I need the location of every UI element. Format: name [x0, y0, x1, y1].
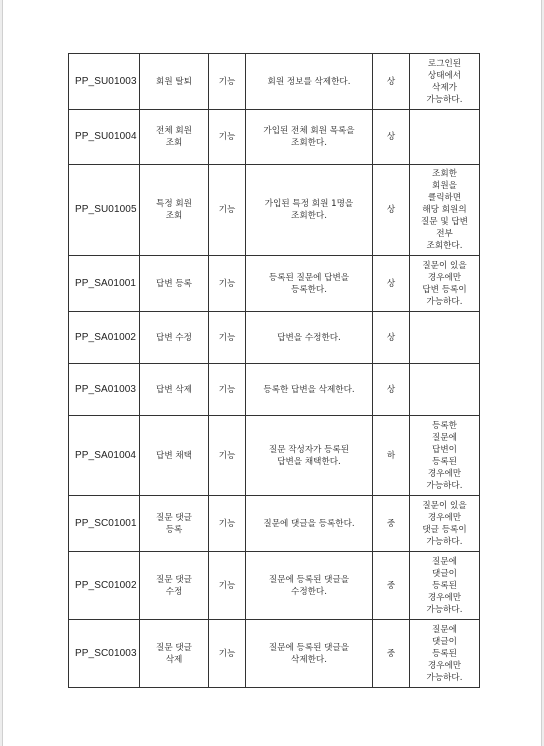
requirement-description: 질문에 등록된 댓글을 수정한다. — [246, 552, 373, 620]
requirement-description: 등록한 답변을 삭제한다. — [246, 364, 373, 416]
requirement-priority: 중 — [373, 496, 410, 552]
requirement-name: 회원 탈퇴 — [140, 54, 209, 110]
requirement-name: 질문 댓글 삭제 — [140, 620, 209, 688]
requirement-name: 답변 채택 — [140, 416, 209, 496]
table-row — [69, 256, 480, 312]
table-row — [69, 496, 480, 552]
requirement-id: PP_SC01002 — [69, 552, 140, 620]
requirement-id: PP_SC01003 — [69, 620, 140, 688]
requirement-id: PP_SA01003 — [69, 364, 140, 416]
requirement-description: 질문에 등록된 댓글을 삭제한다. — [246, 620, 373, 688]
table-row — [69, 312, 480, 364]
requirement-description: 답변을 수정한다. — [246, 312, 373, 364]
requirement-type: 기능 — [209, 256, 246, 312]
requirement-note: 질문이 있을 경우에만 댓글 등록이 가능하다. — [410, 496, 480, 552]
requirement-description: 질문에 댓글을 등록한다. — [246, 496, 373, 552]
requirement-name: 질문 댓글 등록 — [140, 496, 209, 552]
requirement-name: 답변 등록 — [140, 256, 209, 312]
requirement-note: 질문이 있을 경우에만 답변 등록이 가능하다. — [410, 256, 480, 312]
requirement-id: PP_SU01005 — [69, 165, 140, 256]
requirement-id: PP_SU01003 — [69, 54, 140, 110]
table-row — [69, 165, 480, 256]
requirement-type: 기능 — [209, 312, 246, 364]
requirement-note: 등록한 질문에 답변이 등록된 경우에만 가능하다. — [410, 416, 480, 496]
requirement-description: 질문 작성자가 등록된 답변을 채택한다. — [246, 416, 373, 496]
requirement-name: 특정 회원 조회 — [140, 165, 209, 256]
requirement-description: 가입된 전체 회원 목록을 조회한다. — [246, 110, 373, 165]
requirement-priority: 상 — [373, 110, 410, 165]
requirement-name: 답변 삭제 — [140, 364, 209, 416]
requirement-description: 등록된 질문에 답변을 등록한다. — [246, 256, 373, 312]
table-row — [69, 416, 480, 496]
requirement-priority: 상 — [373, 54, 410, 110]
table-row — [69, 54, 480, 110]
requirement-type: 기능 — [209, 552, 246, 620]
requirement-note — [410, 110, 480, 165]
requirement-note — [410, 312, 480, 364]
requirement-priority: 상 — [373, 256, 410, 312]
table-row — [69, 552, 480, 620]
requirement-id: PP_SA01004 — [69, 416, 140, 496]
requirement-description: 가입된 특정 회원 1명을 조회한다. — [246, 165, 373, 256]
requirement-name: 답변 수정 — [140, 312, 209, 364]
requirement-name: 전체 회원 조회 — [140, 110, 209, 165]
requirement-note: 질문에 댓글이 등록된 경우에만 가능하다. — [410, 552, 480, 620]
table-row — [69, 110, 480, 165]
requirement-description: 회원 정보를 삭제한다. — [246, 54, 373, 110]
requirements-table — [68, 53, 480, 688]
requirement-type: 기능 — [209, 54, 246, 110]
requirement-id: PP_SA01001 — [69, 256, 140, 312]
requirement-note — [410, 364, 480, 416]
requirement-type: 기능 — [209, 620, 246, 688]
requirement-type: 기능 — [209, 165, 246, 256]
requirement-id: PP_SC01001 — [69, 496, 140, 552]
requirement-priority: 하 — [373, 416, 410, 496]
table-row — [69, 364, 480, 416]
requirement-type: 기능 — [209, 416, 246, 496]
requirement-type: 기능 — [209, 110, 246, 165]
requirement-id: PP_SA01002 — [69, 312, 140, 364]
requirement-note: 조회한 회원을 클릭하면 해당 회원의 질문 및 답변 전부 조회한다. — [410, 165, 480, 256]
document-page — [2, 0, 542, 746]
requirement-note: 질문에 댓글이 등록된 경우에만 가능하다. — [410, 620, 480, 688]
requirement-type: 기능 — [209, 496, 246, 552]
requirement-priority: 중 — [373, 552, 410, 620]
requirement-name: 질문 댓글 수정 — [140, 552, 209, 620]
table-row — [69, 620, 480, 688]
requirement-priority: 중 — [373, 620, 410, 688]
requirement-priority: 상 — [373, 312, 410, 364]
requirement-priority: 상 — [373, 364, 410, 416]
requirement-note: 로그인된 상태에서 삭제가 가능하다. — [410, 54, 480, 110]
requirement-id: PP_SU01004 — [69, 110, 140, 165]
requirement-type: 기능 — [209, 364, 246, 416]
requirement-priority: 상 — [373, 165, 410, 256]
